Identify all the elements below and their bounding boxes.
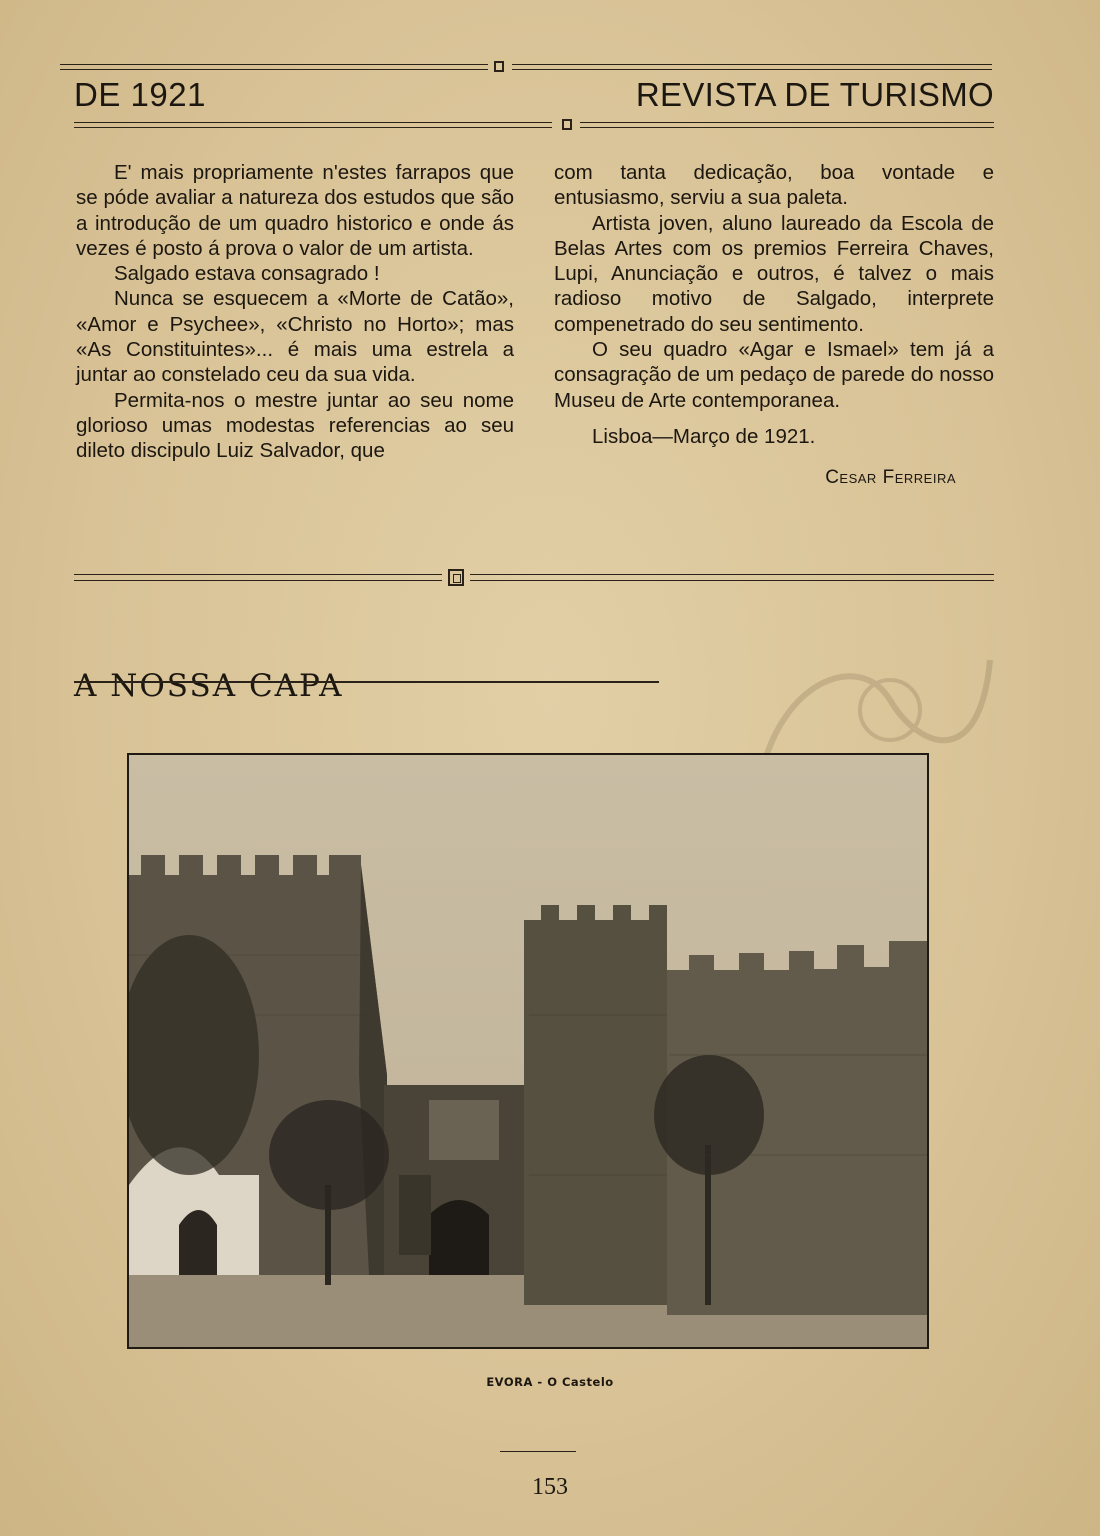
paragraph: Salgado estava consagrado ! xyxy=(114,262,380,286)
header-magazine-title: REVISTA DE TURISMO xyxy=(635,76,994,113)
paragraph: Permita-nos o mestre juntar ao seu nome glorioso umas modestas referencias ao seu dileto discipulo Luiz Salvador, que xyxy=(76,388,514,463)
header-bottom-rule-left-2 xyxy=(74,127,552,128)
section-divider-rule-right-2 xyxy=(470,580,994,581)
section-divider-rule-left xyxy=(74,574,442,575)
dateline: Lisboa—Março de 1921. xyxy=(592,424,816,448)
header-top-rule-left-2 xyxy=(60,69,488,70)
header-bottom-rule-left xyxy=(74,122,552,123)
header-top-rule-right xyxy=(512,64,992,65)
header-top-ornament xyxy=(494,61,504,72)
article-left-column xyxy=(76,160,514,464)
article-right-column xyxy=(554,160,994,491)
photo-caption: EVORA - O Castelo xyxy=(486,1375,614,1389)
paragraph: O seu quadro «Agar e Ismael» tem já a consagração de um pedaço de parede do nosso Museu de Arte contemporanea. xyxy=(554,338,994,412)
paragraph: com tanta dedicação, boa vontade e entusiasmo, serviu a sua paleta. xyxy=(554,161,994,210)
page-number-rule xyxy=(500,1451,576,1452)
author-signature: Cesar Ferreira xyxy=(825,467,956,489)
paragraph: Artista joven, aluno laureado da Escola de Belas Artes com os premios Ferreira Chaves, Lupi, Anunciação e outros, é talvez o mais radioso motivo de Salgado, interprete compenetrado do seu sentimento. xyxy=(554,211,994,336)
section-title-underline xyxy=(74,681,659,683)
paragraph: Nunca se esquecem a «Morte de Catão», «Amor e Psychee», «Christo no Horto»; mas «As Constituintes»... é mais uma estrela a juntar ao constelado ceu da sua vida. xyxy=(76,287,514,387)
header-top-rule-left xyxy=(60,64,488,65)
castle-photo-illustration xyxy=(129,755,927,1347)
header-bottom-ornament xyxy=(562,119,572,130)
header-date: DE 1921 xyxy=(74,76,206,113)
header-bottom-rule-right xyxy=(580,122,994,123)
paragraph: E' mais propriamente n'estes farrapos que se póde avaliar a natureza dos estudos que são a introdução de um quadro historico e onde ás vezes é posto á prova o valor de um artista. xyxy=(76,161,514,260)
header-bottom-rule-right-2 xyxy=(580,127,994,128)
cover-photo xyxy=(127,753,929,1349)
section-title: A NOSSA CAPA xyxy=(74,667,344,704)
section-divider-rule-right xyxy=(470,574,994,575)
section-divider-ornament xyxy=(448,569,464,586)
section-divider-rule-left-2 xyxy=(74,580,442,581)
page-number: 153 xyxy=(532,1474,568,1500)
header-top-rule-right-2 xyxy=(512,69,992,70)
